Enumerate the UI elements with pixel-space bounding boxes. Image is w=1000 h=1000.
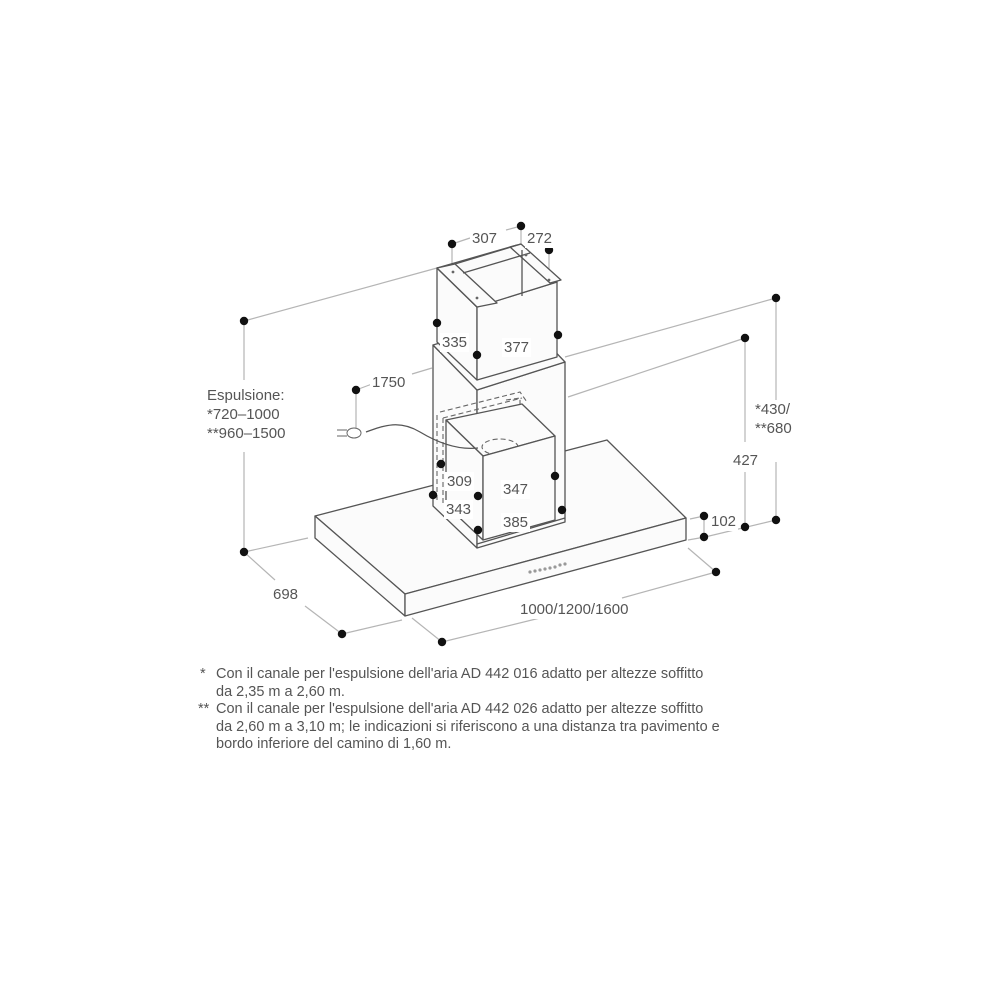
label-total-height-bottom: **680 <box>755 420 792 437</box>
label-top-depth: 272 <box>527 230 553 247</box>
footnote-mark: * <box>200 666 206 682</box>
label-lower-chimney-depth: 309 <box>447 473 473 490</box>
label-lower-chimney-width: 347 <box>503 481 529 498</box>
upper-chimney <box>437 244 561 380</box>
label-exhaust-range-double: **960–1500 <box>207 425 286 442</box>
label-exhaust-range-single: *720–1000 <box>207 406 280 423</box>
label-upper-chimney-width: 377 <box>504 339 530 356</box>
label-top-width: 307 <box>472 230 498 247</box>
footnote-double <box>200 701 720 754</box>
label-upper-chimney-depth: 335 <box>442 334 468 351</box>
label-total-height-top: *430/ <box>755 401 791 418</box>
label-hood-thickness: 102 <box>711 513 737 530</box>
label-exhaust: Espulsione: <box>207 387 285 404</box>
label-base-chimney-width: 385 <box>503 514 529 531</box>
label-chimney-height: 427 <box>733 452 759 469</box>
footnotes <box>200 666 720 754</box>
plug-icon <box>337 428 361 438</box>
footnote-text: Con il canale per l'espulsione dell'aria AD 442 026 adatto per altezze soffitto da 2,60 m a 3,10 m; le indicazioni si riferiscono a una distanza tra pavimento e bordo inferiore del camino di 1,60 m. <box>216 701 720 752</box>
label-base-chimney-depth: 343 <box>446 501 472 518</box>
label-hood-depth: 698 <box>273 586 299 603</box>
label-hood-widths: 1000/1200/1600 <box>520 601 629 618</box>
footnote-text: Con il canale per l'espulsione dell'aria AD 442 016 adatto per altezze soffitto da 2,35 m a 2,60 m. <box>216 666 704 700</box>
footnote-single <box>200 666 720 701</box>
label-cable-length: 1750 <box>372 374 406 391</box>
footnote-mark: ** <box>198 701 210 717</box>
